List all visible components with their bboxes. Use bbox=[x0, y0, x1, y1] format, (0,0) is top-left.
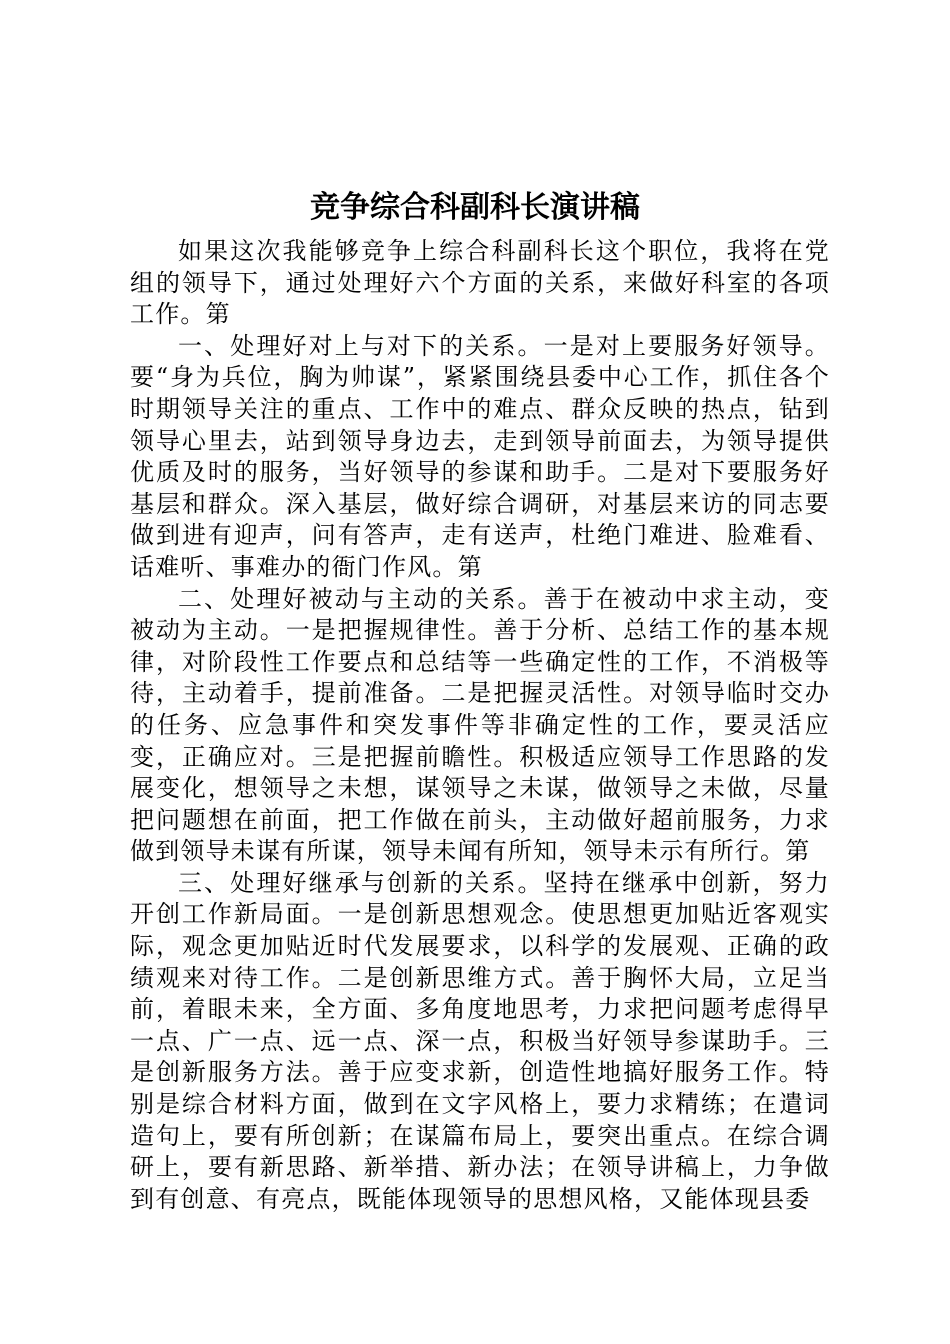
paragraph-section-1: 一、处理好对上与对下的关系。一是对上要服务好领导。要“身为兵位，胸为帅谋”，紧紧围绕县委中心工作，抓住各个时期领导关注的重点、工作中的难点、群众反映的热点，钻到领导心里去，站到领导身边去，走到领导前面去，为领导提供优质及时的服务，当好领导的参谋和助手。二是对下要服务好基层和群众。深入基层，做好综合调研，对基层来访的同志要做到进有迎声，问有答声，走有送声，杜绝门难进、脸难看、话难听、事难办的衙门作风。第 bbox=[130, 331, 830, 581]
document-title: 竞争综合科副科长演讲稿 bbox=[310, 190, 640, 225]
document-body bbox=[130, 236, 830, 1215]
paragraph-section-2: 二、处理好被动与主动的关系。善于在被动中求主动，变被动为主动。一是把握规律性。善于分析、总结工作的基本规律，对阶段性工作要点和总结等一些确定性的工作，不消极等待，主动着手，提前准备。二是把握灵活性。对领导临时交办的任务、应急事件和突发事件等非确定性的工作，要灵活应变，正确应对。三是把握前瞻性。积极适应领导工作思路的发展变化，想领导之未想，谋领导之未谋，做领导之未做，尽量把问题想在前面，把工作做在前头，主动做好超前服务，力求做到领导未谋有所谋，领导未闻有所知，领导未示有所行。第 bbox=[130, 584, 830, 866]
paragraph-section-3: 三、处理好继承与创新的关系。坚持在继承中创新，努力开创工作新局面。一是创新思想观念。使思想更加贴近客观实际，观念更加贴近时代发展要求，以科学的发展观、正确的政绩观来对待工作。二是创新思维方式。善于胸怀大局，立足当前，着眼未来，全方面、多角度地思考，力求把问题考虑得早一点、广一点、远一点、深一点，积极当好领导参谋助手。三是创新服务方法。善于应变求新，创造性地搞好服务工作。特别是综合材料方面，做到在文字风格上，要力求精练；在遣词造句上，要有所创新；在谋篇布局上，要突出重点。在综合调研上，要有新思路、新举措、新办法；在领导讲稿上，力争做到有创意、有亮点，既能体现领导的思想风格，又能体现县委 bbox=[130, 868, 830, 1213]
paragraph-intro: 如果这次我能够竞争上综合科副科长这个职位，我将在党组的领导下，通过处理好六个方面的关系，来做好科室的各项工作。第 bbox=[130, 237, 830, 329]
